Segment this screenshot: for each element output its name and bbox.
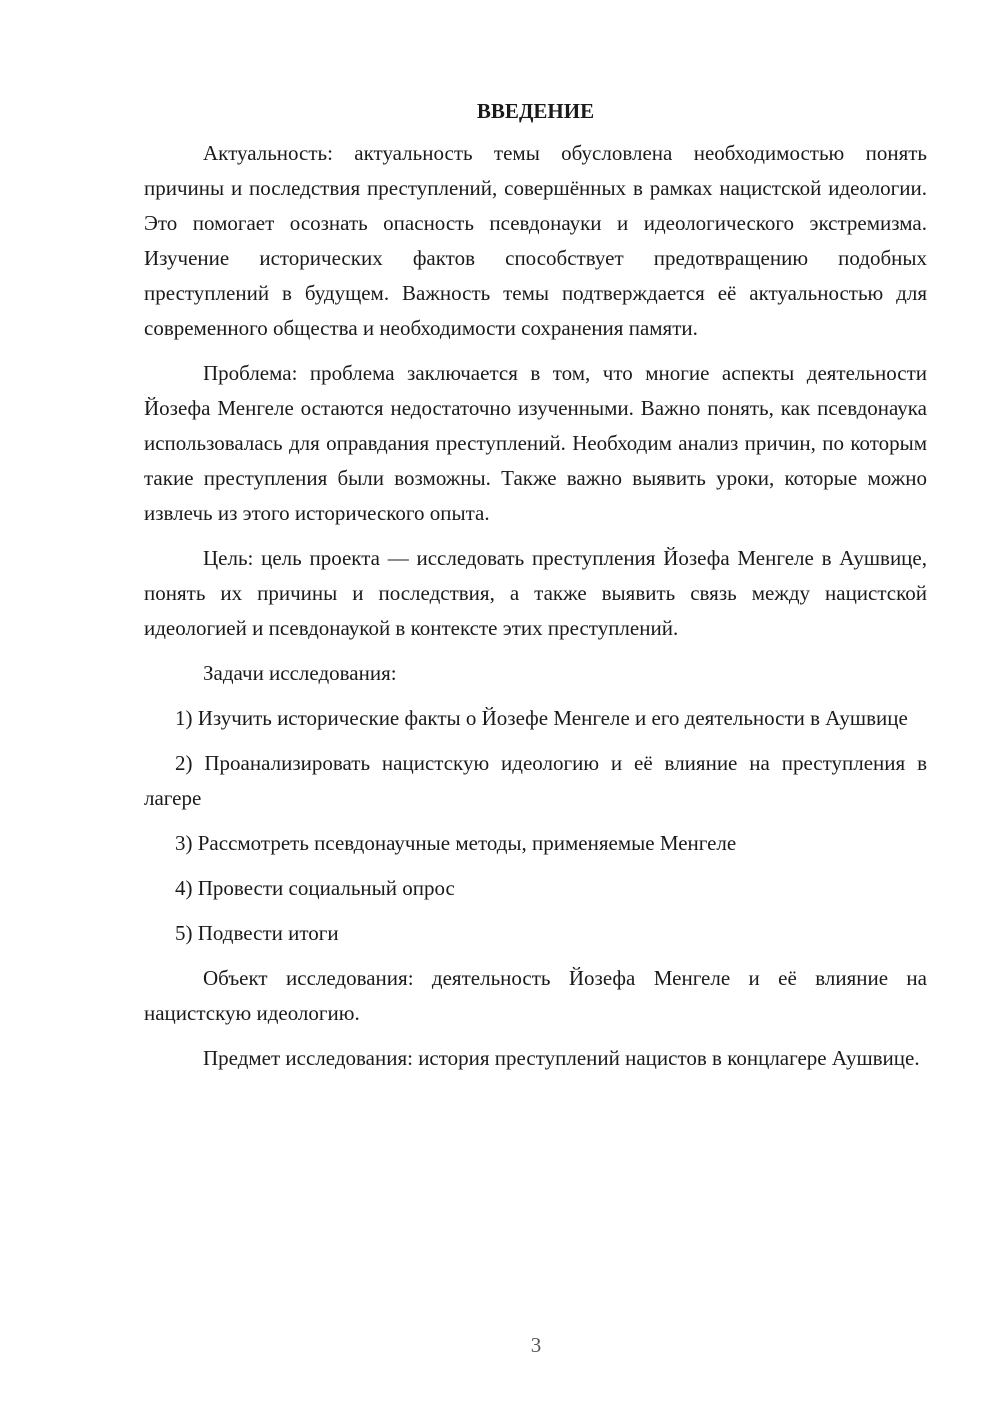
relevance-paragraph: Актуальность: актуальность темы обусловлена необходимостью понять причины и последствия преступлений, совершённых в рамках нацистской идеологии. Это помогает осознать опасность псевдонауки и идеологического экстремизма. Изучение исторических фактов способствует предотвращению подобных преступлений в будущем. Важность темы подтверждается её актуальностью для современного общества и необходимости сохранения памяти.: [144, 141, 927, 340]
task-item-4: 4) Провести социальный опрос: [175, 876, 455, 900]
task-item-1: 1) Изучить исторические факты о Йозефе Менгеле и его деятельности в Аушвице: [175, 706, 908, 730]
document-heading: ВВЕДЕНИЕ: [476, 99, 595, 123]
task-item-2: 2) Проанализировать нацистскую идеологию и её влияние на преступления в лагере: [144, 751, 927, 810]
page-number: 3: [530, 1333, 542, 1357]
document-page: [144, 96, 927, 1086]
task-item-3: 3) Рассмотреть псевдонаучные методы, применяемые Менгеле: [175, 831, 737, 855]
subject-paragraph: Предмет исследования: история преступлений нацистов в концлагере Аушвице.: [203, 1046, 920, 1070]
problem-paragraph: Проблема: проблема заключается в том, что многие аспекты деятельности Йозефа Менгеле остаются недостаточно изученными. Важно понять, как псевдонаука использовалась для оправдания преступлений. Необходим анализ причин, по которым такие преступления были возможны. Также важно выявить уроки, которые можно извлечь из этого исторического опыта.: [144, 361, 927, 525]
object-paragraph: Объект исследования: деятельность Йозефа Менгеле и её влияние на нацистскую идеологию.: [144, 966, 927, 1025]
task-item-5: 5) Подвести итоги: [175, 921, 339, 945]
tasks-heading: Задачи исследования:: [203, 661, 397, 685]
goal-paragraph: Цель: цель проекта — исследовать преступления Йозефа Менгеле в Аушвице, понять их причины и последствия, а также выявить связь между нацистской идеологией и псевдонаукой в контексте этих преступлений.: [144, 546, 927, 640]
